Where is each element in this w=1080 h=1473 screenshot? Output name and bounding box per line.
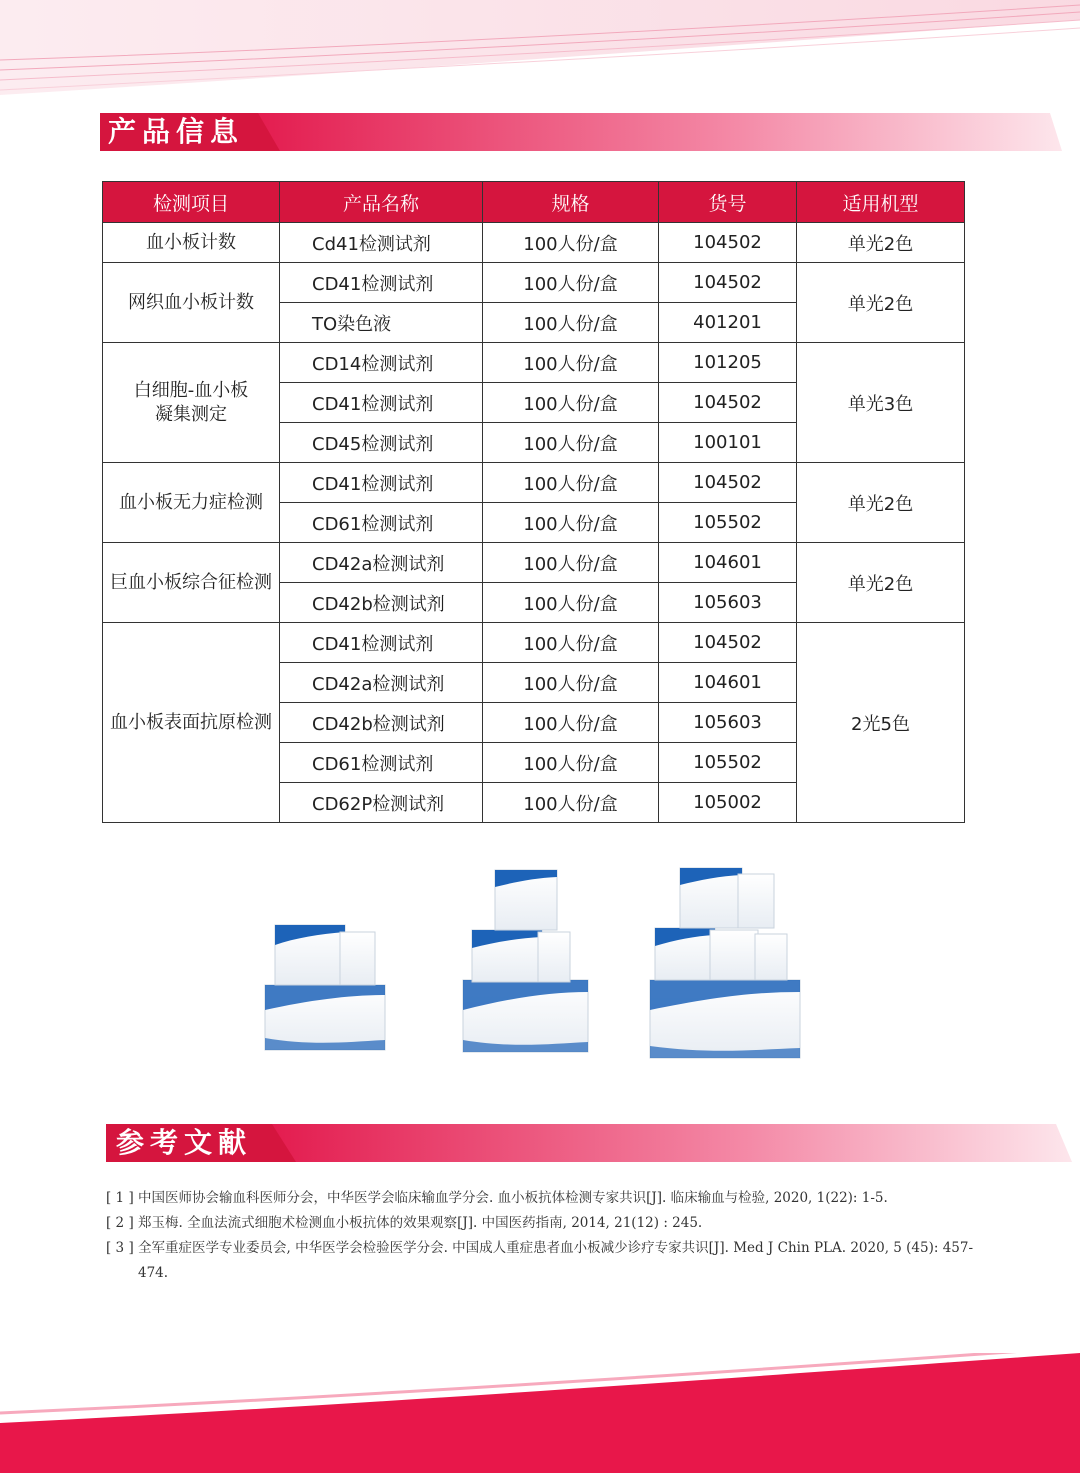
reference-text: 中国医师协会输血科医师分会，中华医学会临床输血学分会. 血小板抗体检测专家共识[J]. 临床输血与检验, 2020, 1(22): 1-5.	[138, 1190, 888, 1206]
cell-spec: 100人份/盒	[483, 503, 659, 543]
cell-spec: 100人份/盒	[483, 743, 659, 783]
product-info-banner	[100, 113, 1062, 151]
header-catalog-number: 货号	[659, 182, 797, 223]
cell-instrument: 单光2色	[797, 223, 965, 263]
cell-spec: 100人份/盒	[483, 663, 659, 703]
cell-catalog-number: 104502	[659, 263, 797, 303]
cell-spec: 100人份/盒	[483, 783, 659, 823]
cell-product-name: CD61检测试剂	[280, 503, 483, 543]
kit-box-small	[265, 925, 385, 1050]
cell-spec: 100人份/盒	[483, 303, 659, 343]
references-list	[106, 1186, 976, 1286]
cell-instrument: 单光2色	[797, 463, 965, 543]
cell-test-item: 网织血小板计数	[103, 263, 280, 343]
cell-product-name: CD42a检测试剂	[280, 663, 483, 703]
cell-catalog-number: 104502	[659, 623, 797, 663]
cell-product-name: CD45检测试剂	[280, 423, 483, 463]
cell-catalog-number: 104502	[659, 223, 797, 263]
table-row	[103, 223, 965, 263]
cell-product-name: CD61检测试剂	[280, 743, 483, 783]
cell-instrument: 单光3色	[797, 343, 965, 463]
table-body	[103, 223, 965, 823]
bottom-wave-decoration	[0, 1353, 1080, 1473]
cell-spec: 100人份/盒	[483, 263, 659, 303]
reference-item	[106, 1211, 976, 1236]
cell-catalog-number: 105603	[659, 703, 797, 743]
cell-instrument: 单光2色	[797, 263, 965, 343]
cell-spec: 100人份/盒	[483, 223, 659, 263]
table-header-row	[103, 182, 965, 223]
section-title: 产品信息	[108, 115, 245, 148]
cell-instrument: 单光2色	[797, 543, 965, 623]
product-kits-image	[250, 860, 810, 1080]
kit-box-large	[650, 868, 800, 1058]
cell-test-item: 血小板无力症检测	[103, 463, 280, 543]
table-row	[103, 263, 965, 303]
product-table	[102, 181, 965, 823]
cell-test-item: 巨血小板综合征检测	[103, 543, 280, 623]
cell-spec: 100人份/盒	[483, 423, 659, 463]
cell-catalog-number: 105603	[659, 583, 797, 623]
cell-catalog-number: 105502	[659, 743, 797, 783]
kit-box-medium	[463, 870, 588, 1052]
cell-catalog-number: 105002	[659, 783, 797, 823]
cell-spec: 100人份/盒	[483, 703, 659, 743]
cell-spec: 100人份/盒	[483, 623, 659, 663]
cell-catalog-number: 104601	[659, 663, 797, 703]
cell-catalog-number: 100101	[659, 423, 797, 463]
cell-spec: 100人份/盒	[483, 383, 659, 423]
reference-item	[106, 1186, 976, 1211]
section-title: 参考文献	[116, 1126, 253, 1159]
cell-product-name: Cd41检测试剂	[280, 223, 483, 263]
table-row	[103, 463, 965, 503]
cell-product-name: CD62P检测试剂	[280, 783, 483, 823]
reference-item	[106, 1236, 976, 1286]
cell-catalog-number: 104601	[659, 543, 797, 583]
cell-catalog-number: 101205	[659, 343, 797, 383]
cell-spec: 100人份/盒	[483, 583, 659, 623]
reference-number: [ 2 ]	[106, 1215, 134, 1231]
reference-number: [ 1 ]	[106, 1190, 134, 1206]
cell-product-name: CD41检测试剂	[280, 383, 483, 423]
cell-instrument: 2光5色	[797, 623, 965, 823]
cell-product-name: CD42a检测试剂	[280, 543, 483, 583]
cell-spec: 100人份/盒	[483, 343, 659, 383]
cell-product-name: TO染色液	[280, 303, 483, 343]
cell-catalog-number: 104502	[659, 463, 797, 503]
table-row	[103, 623, 965, 663]
cell-spec: 100人份/盒	[483, 543, 659, 583]
references-banner	[106, 1124, 1072, 1162]
cell-test-item: 白细胞-血小板 凝集测定	[103, 343, 280, 463]
reference-text: 郑玉梅. 全血法流式细胞术检测血小板抗体的效果观察[J]. 中国医药指南, 2014, 21(12) : 245.	[138, 1215, 703, 1231]
cell-product-name: CD41检测试剂	[280, 463, 483, 503]
cell-product-name: CD14检测试剂	[280, 343, 483, 383]
cell-product-name: CD41检测试剂	[280, 623, 483, 663]
reference-number: [ 3 ]	[106, 1240, 134, 1256]
reference-text: 全军重症医学专业委员会, 中华医学会检验医学分会. 中国成人重症患者血小板减少诊疗专家共识[J]. Med J Chin PLA. 2020, 5 (45): 457-474.	[138, 1240, 974, 1281]
header-instrument: 适用机型	[797, 182, 965, 223]
cell-test-item: 血小板计数	[103, 223, 280, 263]
cell-catalog-number: 104502	[659, 383, 797, 423]
header-spec: 规格	[483, 182, 659, 223]
cell-product-name: CD42b检测试剂	[280, 583, 483, 623]
cell-test-item: 血小板表面抗原检测	[103, 623, 280, 823]
cell-spec: 100人份/盒	[483, 463, 659, 503]
header-product-name: 产品名称	[280, 182, 483, 223]
cell-product-name: CD42b检测试剂	[280, 703, 483, 743]
table-row	[103, 543, 965, 583]
header-test-item: 检测项目	[103, 182, 280, 223]
cell-catalog-number: 105502	[659, 503, 797, 543]
table-row	[103, 343, 965, 383]
top-wave-decoration	[0, 0, 1080, 110]
cell-catalog-number: 401201	[659, 303, 797, 343]
cell-product-name: CD41检测试剂	[280, 263, 483, 303]
